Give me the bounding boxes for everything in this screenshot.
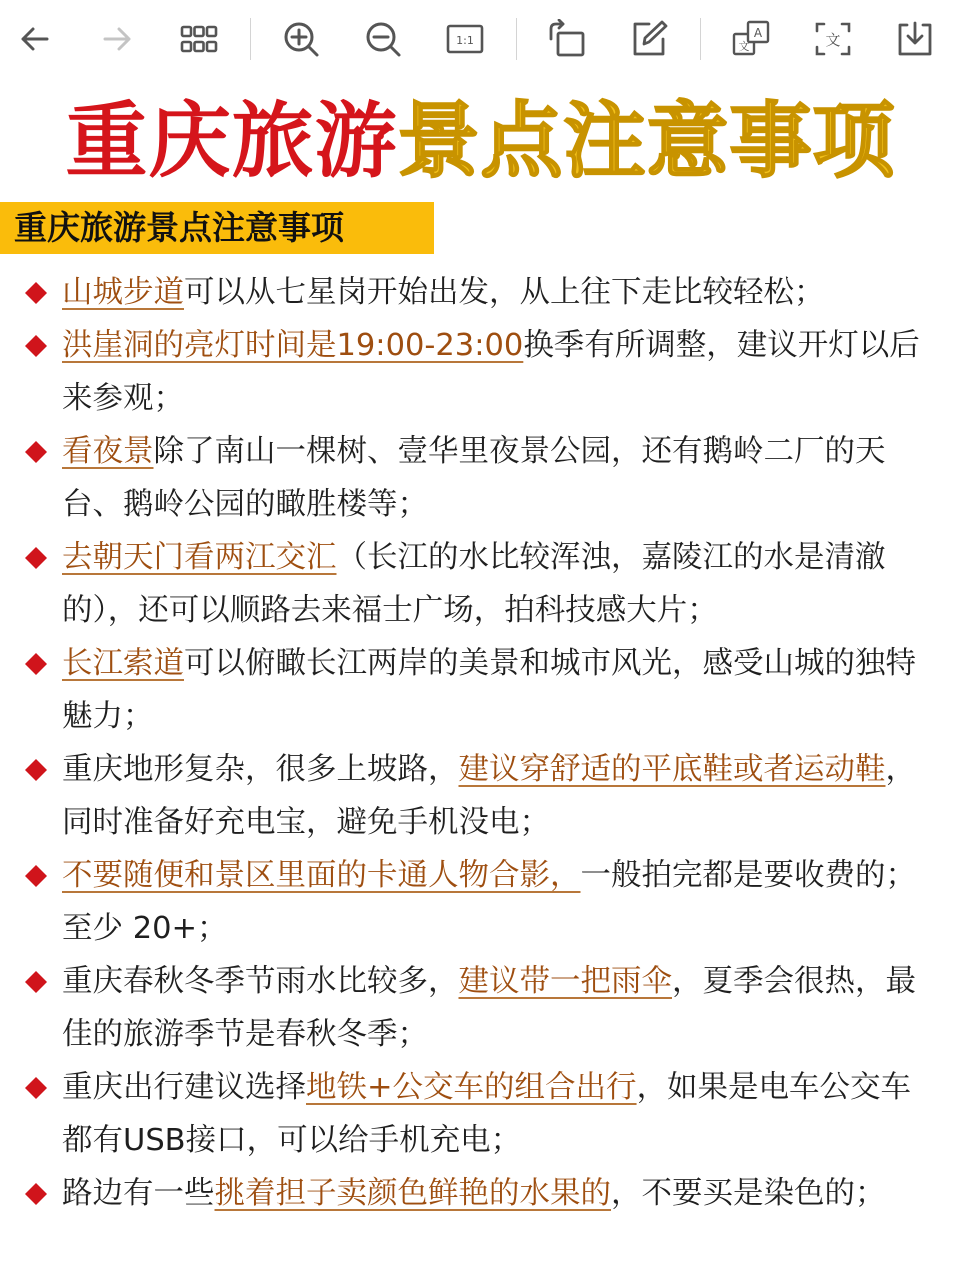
item-text: ，夏季会很热，最佳的旅游季节是春秋冬季；	[62, 964, 916, 1052]
actual-size-button[interactable]	[442, 16, 488, 62]
toolbar-divider	[700, 18, 701, 60]
highlighted-text: 建议穿舒适的平底鞋或者运动鞋	[458, 752, 886, 787]
toolbar-divider	[516, 18, 517, 60]
item-text: 可以从七星岗开始出发，从上往下走比较轻松；	[184, 275, 825, 310]
rotate-button[interactable]	[544, 16, 590, 62]
highlighted-text: 地铁+公交车的组合出行	[306, 1070, 637, 1105]
highlighted-text: 挑着担子卖颜色鲜艳的水果的	[214, 1176, 611, 1211]
translate-icon	[731, 19, 771, 59]
item-text: ，如果是电车公交车都有USB接口，可以给手机充电；	[62, 1070, 912, 1158]
page-title	[0, 92, 961, 192]
diamond-bullet-icon	[25, 1183, 47, 1205]
diamond-bullet-icon	[25, 971, 47, 993]
svg-text:文: 文	[738, 40, 750, 53]
grid-icon	[179, 19, 219, 59]
list-item	[0, 849, 961, 955]
edit-button[interactable]	[626, 16, 672, 62]
highlighted-text: 建议带一把雨伞	[458, 964, 672, 999]
item-text: 除了南山一棵树、壹华里夜景公园，还有鹅岭二厂的天台、鹅岭公园的瞰胜楼等；	[62, 434, 886, 522]
diamond-bullet-icon	[25, 282, 47, 304]
list-item	[0, 1061, 961, 1167]
list-item	[0, 955, 961, 1061]
item-text: 路边有一些	[62, 1176, 215, 1211]
highlighted-text: 山城步道	[62, 275, 184, 310]
item-text: 一般拍完都是要收费的；至少 20+；	[62, 858, 916, 946]
forward-button[interactable]	[94, 16, 140, 62]
diamond-bullet-icon	[25, 759, 47, 781]
diamond-bullet-icon	[25, 547, 47, 569]
diamond-bullet-icon	[25, 441, 47, 463]
diamond-bullet-icon	[25, 335, 47, 357]
svg-text:文: 文	[825, 31, 841, 49]
diamond-bullet-icon	[25, 865, 47, 887]
back-button[interactable]	[12, 16, 58, 62]
image-viewer-toolbar	[0, 0, 961, 80]
item-text: 重庆春秋冬季节雨水比较多，	[62, 964, 459, 999]
item-text: 重庆出行建议选择	[62, 1070, 306, 1105]
text-recognition-icon	[813, 19, 853, 59]
highlighted-text: 不要随便和景区里面的卡通人物合影，	[62, 858, 581, 893]
item-text: 换季有所调整，建议开灯以后来参观；	[62, 328, 920, 416]
translate-button[interactable]	[728, 16, 774, 62]
toolbar-divider	[250, 18, 251, 60]
item-text: ，同时准备好充电宝，避免手机没电；	[62, 752, 916, 840]
item-text: 重庆地形复杂，很多上坡路，	[62, 752, 459, 787]
list-item	[0, 1167, 961, 1220]
edit-icon	[629, 19, 669, 59]
highlighted-text: 长江索道	[62, 646, 184, 681]
list-item	[0, 531, 961, 637]
zoom-out-icon	[363, 19, 403, 59]
list-item	[0, 319, 961, 425]
diamond-bullet-icon	[25, 1077, 47, 1099]
arrow-right-icon	[97, 19, 137, 59]
zoom-in-icon	[281, 19, 321, 59]
list-item	[0, 266, 961, 319]
diamond-bullet-icon	[25, 653, 47, 675]
download-button[interactable]	[892, 16, 938, 62]
download-icon	[895, 19, 935, 59]
section-header	[0, 202, 434, 254]
zoom-out-button[interactable]	[360, 16, 406, 62]
grid-view-button[interactable]	[176, 16, 222, 62]
highlighted-text: 看夜景	[62, 434, 154, 469]
title-part-gold: 景点注意事项	[397, 94, 896, 189]
list-item	[0, 637, 961, 743]
arrow-left-icon	[15, 19, 55, 59]
item-text: （长江的水比较浑浊，嘉陵江的水是清澈的），还可以顺路去来福士广场，拍科技感大片；	[62, 540, 886, 628]
actual-size-icon	[445, 19, 485, 59]
highlighted-text: 去朝天门看两江交汇	[62, 540, 337, 575]
item-text: 可以俯瞰长江两岸的美景和城市风光，感受山城的独特魅力；	[62, 646, 916, 734]
zoom-in-button[interactable]	[278, 16, 324, 62]
text-recognition-button[interactable]	[810, 16, 856, 62]
svg-text:1:1: 1:1	[456, 34, 474, 47]
rotate-icon	[547, 19, 587, 59]
list-item	[0, 425, 961, 531]
svg-text:A: A	[753, 26, 763, 40]
title-part-red: 重庆旅游	[65, 94, 398, 189]
item-text: ，不要买是染色的；	[611, 1176, 886, 1211]
highlighted-text: 洪崖洞的亮灯时间是19:00-23:00	[62, 328, 524, 363]
tips-list	[0, 266, 961, 1220]
list-item	[0, 743, 961, 849]
section-heading: 重庆旅游景点注意事项	[14, 208, 344, 247]
